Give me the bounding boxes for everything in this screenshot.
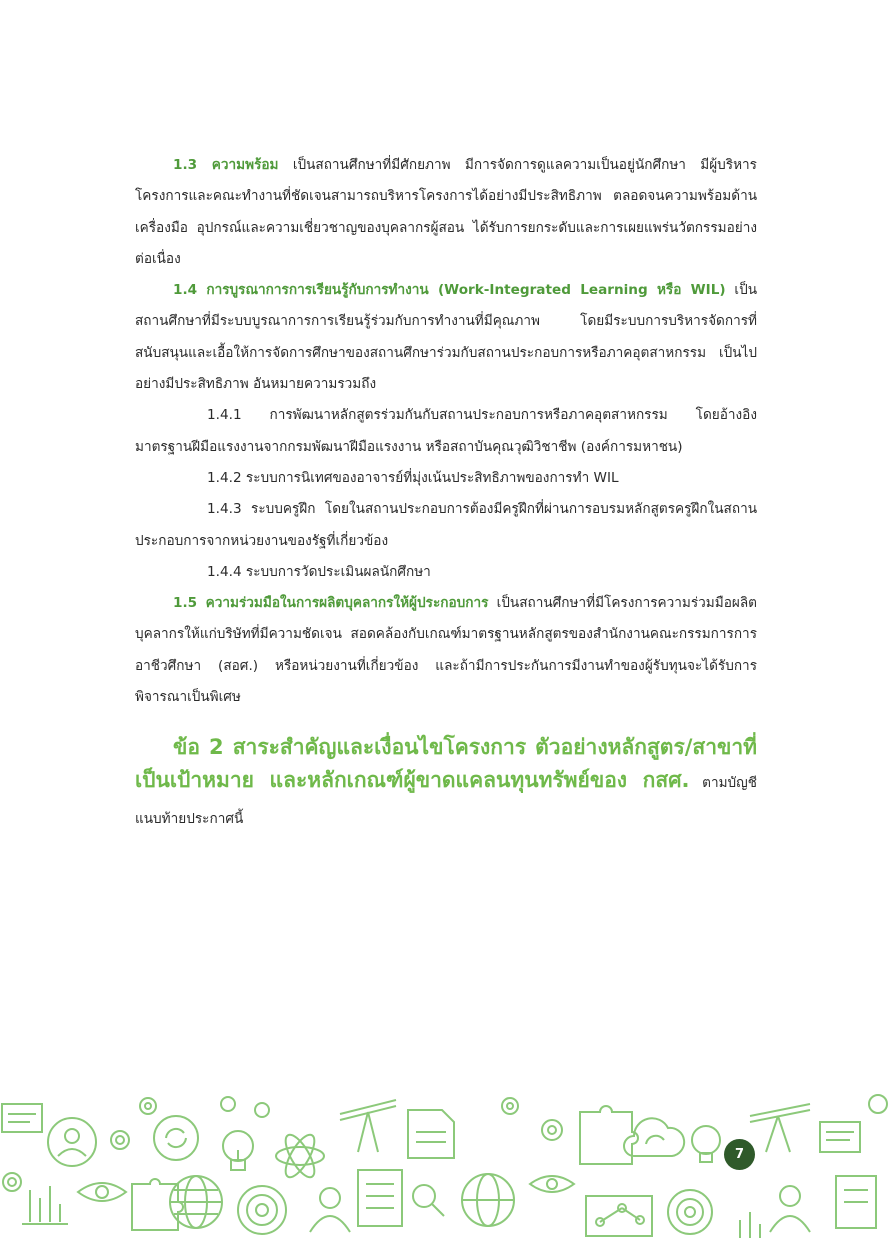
section-1-5-label: 1.5 ความร่วมมือในการผลิตบุคลากรให้ผู้ประกอบการ xyxy=(173,595,489,612)
bar-chart-icon xyxy=(22,1186,68,1224)
section-1-3 xyxy=(135,150,757,275)
cloud-sync-icon xyxy=(624,1118,684,1156)
section-1-4-4: 1.4.4 ระบบการวัดประเมินผลนักศึกษา xyxy=(207,563,431,580)
clause-2-heading xyxy=(135,731,757,836)
lightbulb-icon xyxy=(692,1126,720,1162)
gear-icon xyxy=(502,1098,562,1140)
section-1-3-label: 1.3 ความพร้อม xyxy=(173,157,279,173)
section-1-4-label: 1.4 การบูรณาการการเรียนรู้กับการทำงาน (Work-Integrated Learning หรือ WIL) xyxy=(173,282,726,299)
document-icon xyxy=(820,1122,860,1152)
globe-icon xyxy=(170,1176,222,1228)
telescope-icon xyxy=(750,1104,810,1152)
section-1-4-body: เป็นสถานศึกษาที่มีระบบบูรณาการการเรียนรู้ร่วมกับการทำงานที่มีคุณภาพ โดยมีระบบการบริหารจัดการที่สนับสนุนและเอื้อให้การจัดการศึกษาของสถานศึกษาร่วมกับสถานประกอบการหรือภาคอุตสาหกรรม เป็นไปอย่างมีประสิทธิภาพ อันหมายความรวมถึง xyxy=(135,282,757,393)
person-icon xyxy=(770,1186,810,1232)
clause-2-heading-text: ข้อ 2 สาระสำคัญและเงื่อนไขโครงการ ตัวอย่างหลักสูตร/สาขาที่เป็นเป้าหมาย และหลักเกณฑ์ผู้ขาดแคลนทุนทรัพย์ของ กสศ. xyxy=(135,735,757,793)
section-1-4-3: 1.4.3 ระบบครูฝึก โดยในสถานประกอบการต้องมีครูฝึกที่ผ่านการอบรมหลักสูตรครูฝึกในสถานประกอบการจากหน่วยงานของรัฐที่เกี่ยวข้อง xyxy=(135,501,757,549)
section-1-5 xyxy=(135,588,757,713)
footer-pattern xyxy=(0,1092,891,1242)
section-1-4 xyxy=(135,275,757,400)
network-icon xyxy=(586,1196,652,1236)
eye-icon xyxy=(78,1183,126,1201)
section-1-4-1: 1.4.1 การพัฒนาหลักสูตรร่วมกันกับสถานประกอบการหรือภาคอุตสาหกรรม โดยอ้างอิงมาตรฐานฝีมือแรงงานจากกรมพัฒนาฝีมือแรงงาน หรือสถาบันคุณวุฒิวิชาชีพ (องค์การมหาชน) xyxy=(135,407,757,455)
bar-chart-icon xyxy=(740,1212,760,1238)
section-1-3-body: เป็นสถานศึกษาที่มีศักยภาพ มีการจัดการดูแลความเป็นอยู่นักศึกษา มีผู้บริหารโครงการและคณะทำงานที่ชัดเจนสามารถบริหารโครงการได้อย่างมีประสิทธิภาพ ตลอดจนความพร้อมด้านเครื่องมือ อุปกรณ์และความเชี่ยวชาญของบุคลากรผู้สอน ได้รับการยกระดับและการเผยแพร่นวัตกรรมอย่างต่อเนื่อง xyxy=(135,157,757,267)
globe-icon xyxy=(462,1174,514,1226)
section-1-4-2: 1.4.2 ระบบการนิเทศของอาจารย์ที่มุ่งเน้นประสิทธิภาพของการทำ WIL xyxy=(207,469,619,486)
document-icon xyxy=(836,1176,876,1228)
atom-icon xyxy=(276,1131,324,1182)
eye-icon xyxy=(530,1176,574,1192)
person-icon xyxy=(48,1118,96,1166)
document-icon xyxy=(2,1104,42,1132)
gear-icon xyxy=(111,1098,156,1149)
target-icon xyxy=(238,1186,286,1234)
page-number-badge: 7 xyxy=(724,1139,755,1170)
telescope-icon xyxy=(340,1100,396,1152)
lightbulb-icon xyxy=(223,1131,253,1170)
document-icon xyxy=(358,1170,402,1226)
section-1-5-body: เป็นสถานศึกษาที่มีโครงการความร่วมมือผลิตบุคลากรให้แก่บริษัทที่มีความชัดเจน สอดคล้องกับเกณฑ์มาตรฐานหลักสูตรของสำนักงานคณะกรรมการการอาชีวศึกษา (สอศ.) หรือหน่วยงานที่เกี่ยวข้อง และถ้ามีการประกันการมีงานทำของผู้รับทุนจะได้รับการพิจารณาเป็นพิเศษ xyxy=(135,595,758,706)
cloud-sync-icon xyxy=(154,1116,198,1160)
page-body xyxy=(135,150,757,836)
person-icon xyxy=(310,1188,350,1232)
magnifier-icon xyxy=(413,1185,444,1216)
gear-icon xyxy=(221,1097,269,1117)
document-icon xyxy=(408,1110,454,1158)
target-icon xyxy=(668,1190,712,1234)
clause-2-tail: ตามบัญชีแนบท้ายประกาศนี้ xyxy=(135,775,757,828)
